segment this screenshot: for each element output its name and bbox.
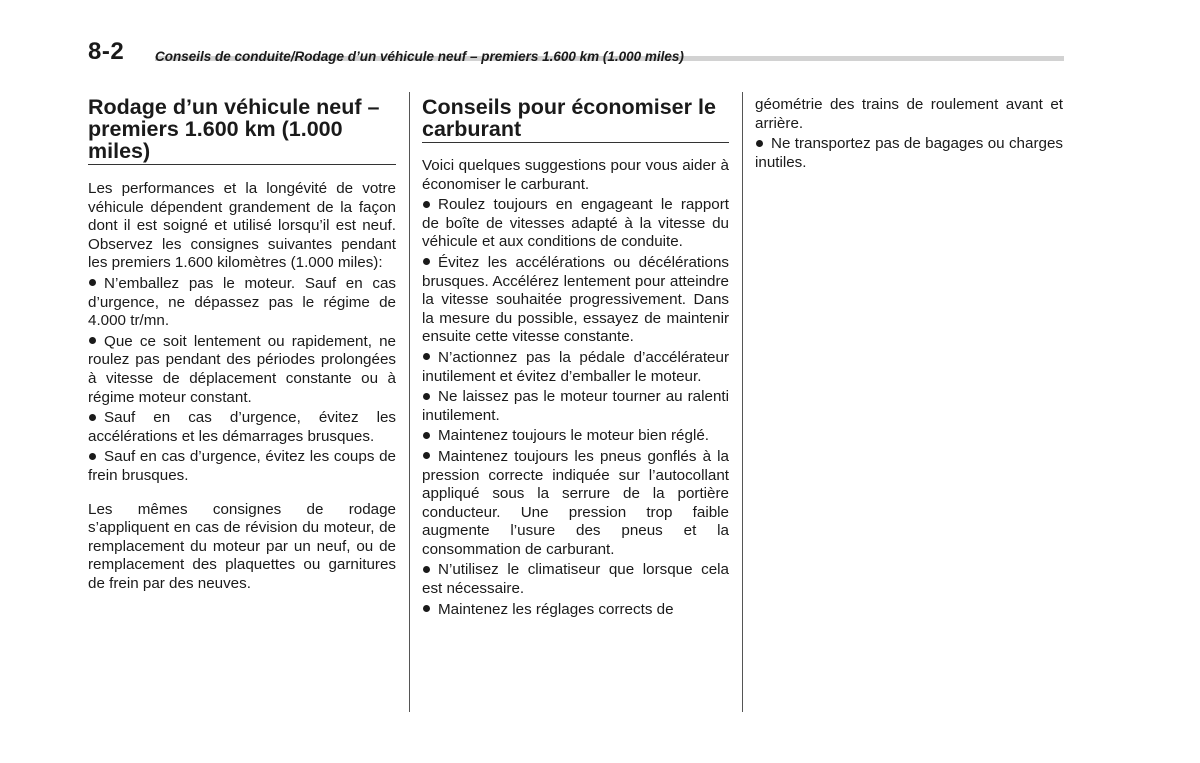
list-item: Maintenez toujours le moteur bien réglé. [422, 427, 729, 446]
page-number: 8-2 [88, 38, 125, 65]
column-break-in [88, 92, 396, 593]
list-item: Sauf en cas d’urgence, évitez les accélérations et les démarrages brusques. [88, 409, 396, 445]
bullet-list [88, 275, 396, 486]
continuation-text: géométrie des trains de roulement avant et arrière. [755, 96, 1063, 132]
list-item: Sauf en cas d’urgence, évitez les coups de frein brusques. [88, 448, 396, 484]
bullet-icon [423, 353, 430, 360]
bullet-icon [423, 566, 430, 573]
bullet-icon [89, 414, 96, 421]
bullet-icon [89, 453, 96, 460]
bullet-icon [89, 337, 96, 344]
bullet-icon [89, 279, 96, 286]
bullet-icon [423, 452, 430, 459]
list-item: N’utilisez le climatiseur que lorsque cela est nécessaire. [422, 561, 729, 598]
list-item: Que ce soit lentement ou rapidement, ne roulez pas pendant des périodes prolongées à vitesse de déplacement constante ou à régime moteur constant. [88, 332, 396, 406]
list-item: Ne laissez pas le moteur tourner au ralenti inutilement. [422, 388, 729, 424]
bullet-icon [423, 393, 430, 400]
column-continuation [755, 96, 1063, 172]
bullet-icon [423, 605, 430, 612]
section-heading-break-in: Rodage d’un véhicule neuf – premiers 1.600 km (1.000 miles) [88, 96, 396, 165]
list-item: N’actionnez pas la pédale d’accélérateur inutilement et évitez d’emballer le moteur. [422, 348, 729, 385]
section-heading-fuel-economy: Conseils pour économiser le carburant [422, 96, 729, 143]
bullet-icon [423, 432, 430, 439]
page-header [88, 38, 1064, 68]
intro-paragraph: Les performances et la longévité de votre véhicule dépendent grandement de la façon dont il est soigné et utilisé lorsqu’il est neuf. Observez les consignes suivantes pendant les premiers 1.600 kilomètres (1.000 miles): [88, 180, 396, 272]
column-fuel-tips [422, 92, 729, 619]
list-item: Roulez toujours en engageant le rapport de boîte de vitesses adapté à la vitesse du véhicule et aux conditions de conduite. [422, 196, 729, 251]
column-divider [742, 92, 743, 712]
bullet-icon [423, 201, 430, 208]
running-header-title: Conseils de conduite/Rodage d’un véhicule neuf – premiers 1.600 km (1.000 miles) [155, 49, 684, 64]
intro-paragraph: Voici quelques suggestions pour vous aider à économiser le carburant. [422, 157, 729, 193]
bullet-icon [756, 140, 763, 147]
closing-paragraph: Les mêmes consignes de rodage s’appliquent en cas de révision du moteur, de remplacement du moteur par un neuf, ou de remplacement des plaquettes ou garnitures de frein par des neuves. [88, 500, 396, 592]
bullet-list [422, 196, 729, 619]
list-item: Maintenez les réglages corrects de [422, 601, 729, 620]
list-item: Ne transportez pas de bagages ou charges inutiles. [755, 135, 1063, 171]
list-item: Maintenez toujours les pneus gonflés à la pression correcte indiquée sur l’autocollant appliqué sous la serrure de la portière conducteur. Une pression trop faible augmente l’usure des pneus et la consommation de carburant. [422, 447, 729, 558]
list-item: N’emballez pas le moteur. Sauf en cas d’urgence, ne dépassez pas le régime de 4.000 tr/mn. [88, 274, 396, 330]
column-divider [409, 92, 410, 712]
bullet-icon [423, 258, 430, 265]
list-item: Évitez les accélérations ou décélérations brusques. Accélérez lentement pour atteindre la vitesse souhaitée progressivement. Dans la mesure du possible, essayez de maintenir ensuite cette vitesse constante. [422, 253, 729, 346]
bullet-list [755, 135, 1063, 172]
